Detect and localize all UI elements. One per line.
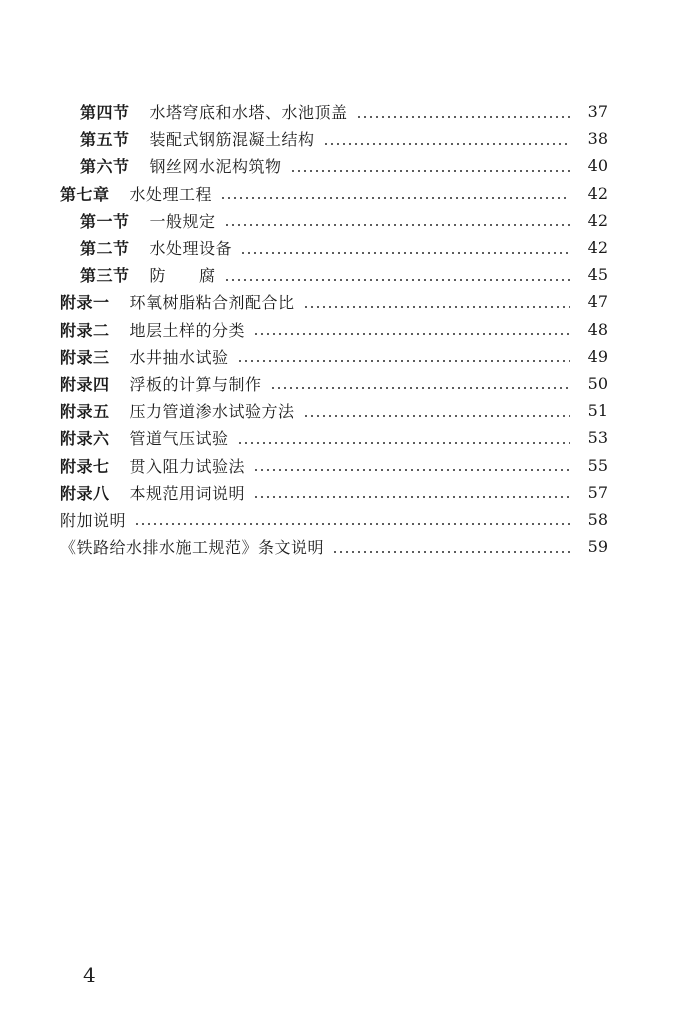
toc-entry-title: 水塔穹底和水塔、水池顶盖	[149, 103, 348, 123]
toc-entry-label: 第五节	[80, 130, 130, 150]
toc-entry-page: 38	[587, 129, 608, 149]
dot-leader	[240, 252, 570, 254]
toc-entry-page: 40	[587, 156, 608, 176]
toc-entry-page: 42	[587, 238, 608, 258]
toc-entry	[60, 343, 608, 370]
table-of-contents	[60, 98, 608, 560]
toc-entry-label: 第三节	[80, 266, 130, 286]
toc-entry	[60, 125, 608, 152]
toc-entry-title: 贯入阻力试验法	[129, 456, 246, 476]
toc-entry	[60, 479, 608, 506]
dot-leader	[237, 442, 570, 444]
dot-leader	[303, 415, 570, 417]
toc-entry-page: 49	[587, 346, 608, 366]
toc-entry-page: 58	[587, 509, 608, 529]
dot-leader	[237, 360, 570, 362]
toc-entry-title: 压力管道渗水试验方法	[129, 402, 295, 422]
toc-entry	[60, 207, 608, 234]
toc-entry-label: 第七章	[60, 184, 110, 204]
toc-entry-title: 水处理设备	[149, 239, 233, 259]
dot-leader	[332, 551, 570, 553]
toc-entry-title: 装配式钢筋混凝土结构	[149, 130, 315, 150]
toc-entry-title: 附加说明	[60, 510, 127, 530]
dot-leader	[290, 170, 570, 172]
toc-entry-title: 地层土样的分类	[129, 320, 246, 340]
toc-entry-page: 45	[587, 265, 608, 285]
toc-entry	[60, 98, 608, 125]
toc-entry	[60, 506, 608, 533]
toc-entry	[60, 316, 608, 343]
toc-entry-label: 附录五	[60, 402, 110, 422]
dot-leader	[253, 469, 570, 471]
page-number: 4	[83, 963, 96, 987]
toc-entry-label: 附录七	[60, 456, 110, 476]
toc-entry-title: 浮板的计算与制作	[129, 374, 262, 394]
toc-entry-title: 一般规定	[149, 211, 216, 231]
toc-entry-page: 53	[587, 428, 608, 448]
toc-entry	[60, 424, 608, 451]
toc-entry-title: 水井抽水试验	[129, 347, 229, 367]
toc-entry-title: 防 腐	[149, 266, 216, 286]
toc-entry-label: 第四节	[80, 103, 130, 123]
toc-entry-label: 第六节	[80, 157, 130, 177]
toc-entry-label: 附录三	[60, 347, 110, 367]
toc-entry	[60, 451, 608, 478]
toc-entry-page: 59	[587, 537, 608, 557]
toc-entry	[60, 397, 608, 424]
toc-entry-page: 42	[587, 183, 608, 203]
dot-leader	[323, 143, 570, 145]
toc-entry-label: 附录六	[60, 429, 110, 449]
toc-entry-page: 42	[587, 210, 608, 230]
dot-leader	[270, 387, 570, 389]
toc-entry-title: 钢丝网水泥构筑物	[149, 157, 282, 177]
dot-leader	[220, 197, 570, 199]
toc-entry-page: 55	[587, 455, 608, 475]
toc-entry	[60, 288, 608, 315]
toc-entry-page: 57	[587, 482, 608, 502]
toc-entry-label: 附录四	[60, 374, 110, 394]
toc-entry-label: 附录八	[60, 483, 110, 503]
toc-entry-title: 本规范用词说明	[129, 483, 246, 503]
dot-leader	[356, 116, 570, 118]
toc-entry-page: 47	[587, 292, 608, 312]
toc-entry-label: 第一节	[80, 211, 130, 231]
toc-entry-title: 水处理工程	[129, 184, 213, 204]
toc-entry-title: 环氧树脂粘合剂配合比	[129, 293, 295, 313]
dot-leader	[224, 279, 570, 281]
toc-entry-page: 51	[587, 401, 608, 421]
toc-entry	[60, 370, 608, 397]
toc-entry	[60, 152, 608, 179]
toc-entry-label: 附录二	[60, 320, 110, 340]
dot-leader	[303, 306, 570, 308]
toc-entry	[60, 234, 608, 261]
toc-entry-page: 48	[587, 319, 608, 339]
dot-leader	[224, 224, 570, 226]
dot-leader	[253, 496, 570, 498]
toc-entry	[60, 533, 608, 560]
toc-entry-page: 37	[587, 102, 608, 122]
toc-entry-title: 《铁路给水排水施工规范》条文说明	[60, 538, 325, 558]
toc-entry-page: 50	[587, 373, 608, 393]
toc-entry	[60, 261, 608, 288]
dot-leader	[134, 523, 570, 525]
toc-entry	[60, 180, 608, 207]
toc-entry-title: 管道气压试验	[129, 429, 229, 449]
toc-entry-label: 附录一	[60, 293, 110, 313]
toc-entry-label: 第二节	[80, 239, 130, 259]
dot-leader	[253, 333, 570, 335]
